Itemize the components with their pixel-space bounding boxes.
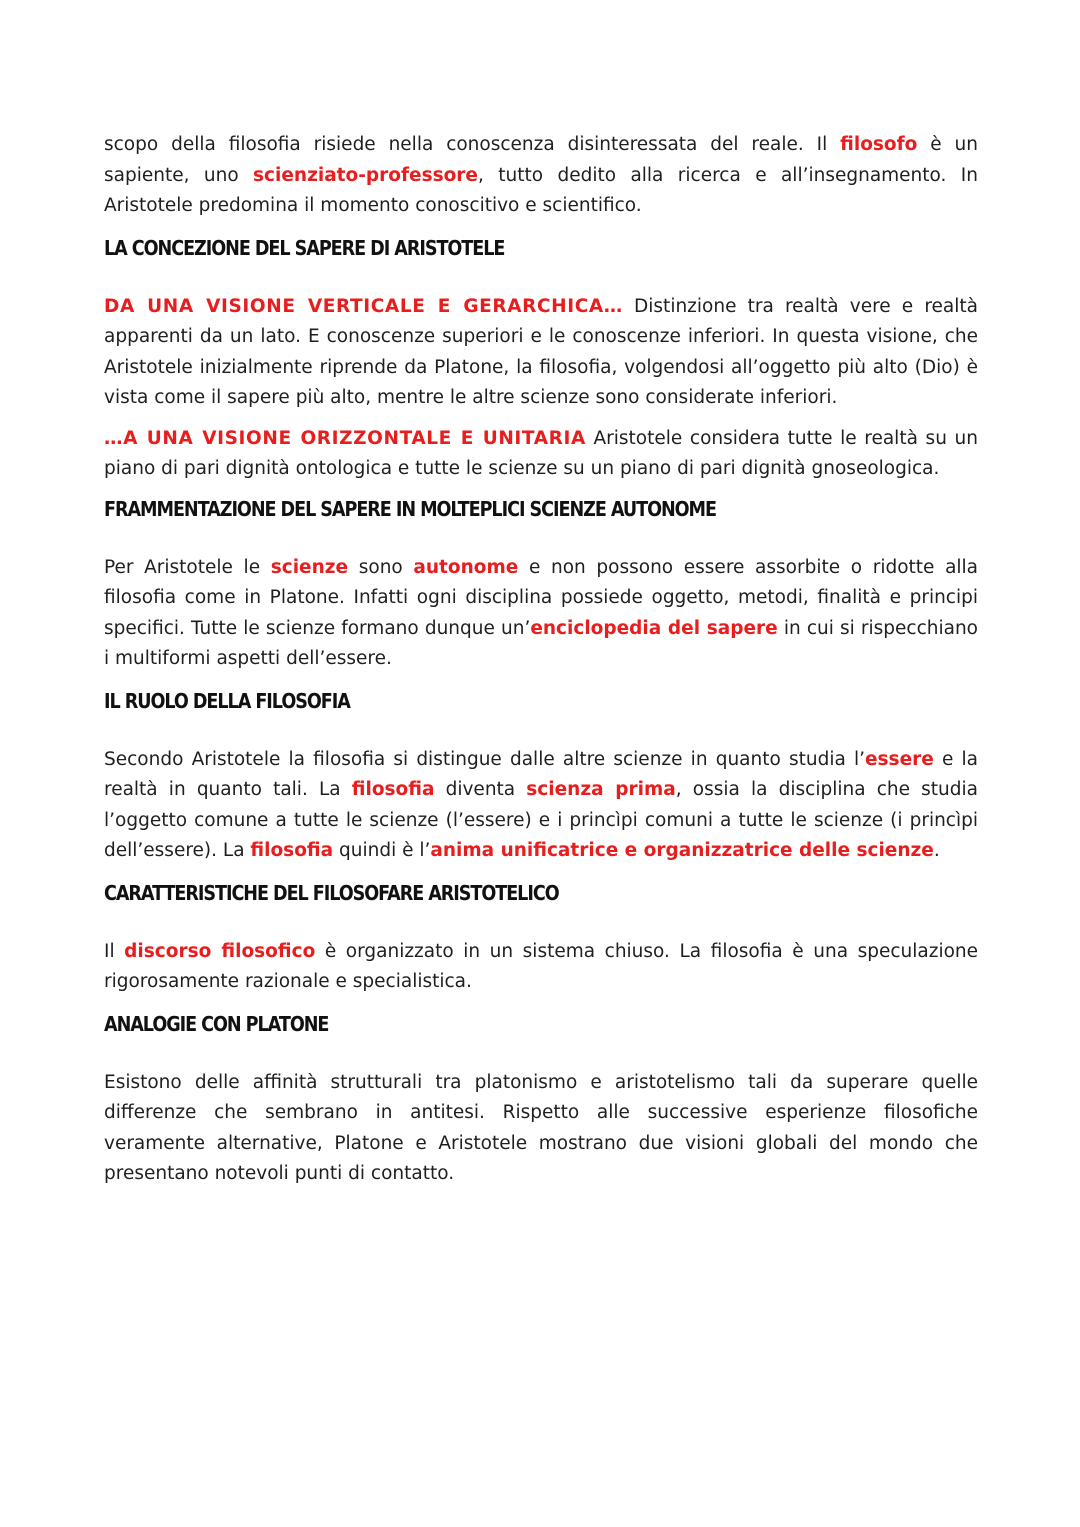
highlight-term: scienziato-professore — [253, 164, 478, 186]
paragraph-analogie: Esistono delle affinità strutturali tra platonismo e aristotelismo tali da superare quelle differenze che sembrano in antitesi. Rispetto alle successive esperienze filosofiche veramente alternative, Platone e Aristotele mostrano due visioni globali del mondo che presentano notevoli punti di contatto. — [104, 1071, 978, 1184]
text-span: quindi è l’ — [333, 840, 431, 861]
text-span: è organizzato in un sistema chiuso. La filosofia è una speculazione rigorosamente razionale e specialistica. — [104, 940, 979, 992]
paragraph-visione-verticale — [104, 292, 978, 414]
section-heading-analogie: ANALOGIE CON PLATONE — [104, 1011, 329, 1036]
paragraph-frammentazione — [104, 553, 978, 675]
text-span: Aristotele considera tutte le realtà su un piano di pari dignità ontologica e tutte le scienze su un piano di pari dignità gnoseologica. — [104, 427, 978, 479]
subheading-term: DA UNA VISIONE VERTICALE E GERARCHICA… — [104, 295, 623, 317]
text-span: è un sapiente, uno — [104, 134, 979, 186]
text-span: Il — [104, 940, 125, 962]
text-span: , ossia la disciplina che studia l’oggetto comune a tutte le scienze (l’essere) e i princìpi comuni a tutte le scienze (i princìpi dell’essere). La — [104, 779, 978, 861]
highlight-term: filosofo — [840, 134, 918, 155]
intro-paragraph — [104, 130, 978, 222]
paragraph-caratteristiche — [104, 937, 978, 998]
section-heading-caratteristiche: CARATTERISTICHE DEL FILOSOFARE ARISTOTELICO — [104, 880, 559, 905]
highlight-term: filosofia — [351, 779, 435, 800]
highlight-term: discorso filosofico — [124, 940, 316, 962]
subheading-term: …A UNA VISIONE ORIZZONTALE E UNITARIA — [104, 427, 586, 449]
highlight-term: essere — [865, 748, 934, 770]
text-span: scopo della filosofia risiede nella conoscenza disinteressata del reale. Il — [104, 134, 841, 155]
text-span: sono — [348, 556, 414, 578]
highlight-term: enciclopedia del sapere — [530, 617, 778, 639]
highlight-term: scienza prima — [526, 779, 676, 800]
text-span: in cui si rispecchiano i multiformi aspetti dell’essere. — [104, 617, 978, 669]
highlight-term: autonome — [413, 556, 519, 578]
highlight-term: filosofia — [250, 840, 334, 861]
paragraph-ruolo — [104, 745, 978, 867]
section-heading-concezione: LA CONCEZIONE DEL SAPERE DI ARISTOTELE — [104, 235, 505, 260]
text-span: Distinzione tra realtà vere e realtà apparenti da un lato. E conoscenze superiori e le conoscenze inferiori. In questa visione, che Aristotele inizialmente riprende da Platone, la filosofia, volgendosi all’oggetto più alto (Dio) è vista come il sapere più alto, mentre le altre scienze sono considerate inferiori. — [104, 295, 978, 408]
text-span: Per Aristotele le — [104, 556, 271, 578]
text-span: e non possono essere assorbite o ridotte alla filosofia come in Platone. Infatti ogni disciplina possiede oggetto, metodi, finalità e principi specifici. Tutte le scienze formano dunque un’ — [104, 556, 979, 639]
highlight-term: anima unificatrice e organizzatrice delle scienze — [430, 840, 934, 861]
section-heading-ruolo: IL RUOLO DELLA FILOSOFIA — [104, 688, 350, 713]
document-body — [104, 130, 978, 1190]
text-span: , tutto dedito alla ricerca e all’insegnamento. In Aristotele predomina il momento conoscitivo e scientifico. — [104, 164, 978, 216]
text-span: diventa — [434, 779, 527, 800]
text-span: Secondo Aristotele la filosofia si distingue dalle altre scienze in quanto studia l’ — [104, 748, 865, 770]
highlight-term: scienze — [270, 556, 349, 578]
paragraph-visione-orizzontale — [104, 424, 978, 485]
section-heading-frammentazione: FRAMMENTAZIONE DEL SAPERE IN MOLTEPLICI SCIENZE AUTONOME — [104, 496, 716, 521]
text-span: e la realtà in quanto tali. La — [104, 748, 978, 800]
text-span: . — [933, 840, 940, 861]
